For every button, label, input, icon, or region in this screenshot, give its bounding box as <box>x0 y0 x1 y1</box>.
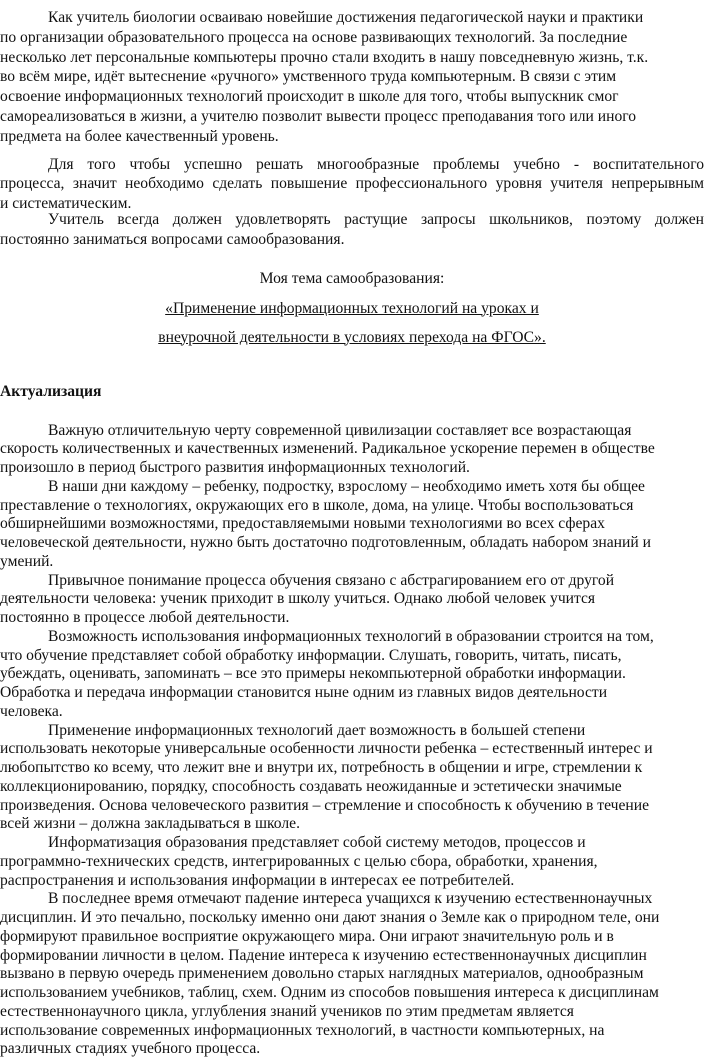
text-line: формировании личности в целом. Падение интереса к изучению естественнонаучных дисциплин <box>0 946 647 964</box>
intro-paragraph <box>0 210 704 250</box>
text-line: дисциплин. И это печально, поскольку именно они дают знания о Земле как о природном теле, они <box>0 909 660 927</box>
text-line: В последнее время отмечают падение интереса учащихся к изучению естественнонаучных <box>48 890 653 908</box>
text-line: естественнонаучного цикла, углубления знаний учеников по этим предметам является <box>0 1002 574 1020</box>
text-line: любопытство ко всему, что лежит вне и внутри их, потребность в общении и игре, стремлении к <box>0 759 643 777</box>
text-line: человека. <box>0 702 63 720</box>
text-line: В наши дни каждому – ребенку, подростку, взрослому – необходимо иметь хотя бы общее <box>48 477 645 495</box>
text-line: распространения и использования информации в интересах ее потребителей. <box>0 871 515 889</box>
text-line: преставление о технологиях, окружающих его в школе, дома, на улице. Чтобы воспользоваться <box>0 496 634 514</box>
intro-paragraph <box>0 8 704 147</box>
text-line: различных стадиях учебного процесса. <box>0 1040 261 1058</box>
text-line: Информатизация образования представляет собой систему методов, процессов и <box>48 834 586 852</box>
text-line: Обработка и передача информации становится ныне одним из главных видов деятельности <box>0 684 608 702</box>
theme-block <box>0 264 704 352</box>
text-line: обширнейшими возможностями, предоставляемыми новыми технологиями во всех сферах <box>0 515 605 533</box>
text-line: и систематическим. <box>0 195 132 213</box>
section-heading: Актуализация <box>0 382 102 400</box>
text-line: Учитель всегда должен удовлетворять растущие запросы школьников, поэтому должен <box>48 210 704 228</box>
text-line: убеждать, оценивать, запоминать – все это примеры некомпьютерной обработки информации. <box>0 665 626 683</box>
text-line: постоянно в процессе любой деятельности. <box>0 609 290 627</box>
theme-title-line-2: внеурочной деятельности в условиях перехода на ФГОС». <box>158 328 546 346</box>
text-line: программно-технических средств, интегрированных с целью сбора, обработки, хранения, <box>0 852 598 870</box>
intro-paragraph <box>0 155 704 214</box>
text-line: Как учитель биологии осваиваю новейшие достижения педагогической науки и практики <box>48 9 644 26</box>
theme-title-line-1: «Применение информационных технологий на уроках и <box>165 299 539 317</box>
text-line: всей жизни – должна закладываться в школе. <box>0 815 300 833</box>
text-line: использовать некоторые универсальные особенности личности ребенка – естественный интерес и <box>0 740 653 758</box>
text-line: по организации образовательного процесса на основе развивающих технологий. За последние <box>0 28 628 46</box>
text-line: использование современных информационных технологий, в частности компьютерных, на <box>0 1021 605 1039</box>
text-line: самореализоваться в жизни, а учителю позволит вывести процесс преподавания того или иного <box>0 107 637 125</box>
theme-label: Моя тема самообразования: <box>259 269 445 287</box>
body-section <box>0 422 704 1059</box>
text-line: что обучение представляет собой обработку информации. Слушать, говорить, читать, писать, <box>0 646 622 664</box>
text-line: вызвано в первую очередь применением довольно старых наглядных материалов, однообразным <box>0 965 644 983</box>
text-line: Применение информационных технологий дает возможность в большей степени <box>48 721 586 739</box>
text-line: предмета на более качественный уровень. <box>0 127 279 145</box>
text-line: Важную отличительную черту современной цивилизации составляет все возрастающая <box>48 421 632 439</box>
body-paragraph <box>0 478 704 572</box>
text-line: Возможность использования информационных технологий в образовании строится на том, <box>48 627 654 645</box>
text-line: коллекционированию, порядку, способность создавать неожиданные и эстетически значимые <box>0 777 622 795</box>
text-line: несколько лет персональные компьютеры прочно стали входить в нашу повседневную жизнь, т.к. <box>0 48 649 66</box>
text-line: процесса, значит необходимо сделать повышение профессионального уровня учителя непрерывным <box>0 175 704 193</box>
text-line: во всём мире, идёт вытеснение «ручного» умственного труда компьютерным. В связи с этим <box>0 68 617 86</box>
text-line: скорость количественных и качественных изменений. Радикальное ускорение перемен в обществе <box>0 440 655 458</box>
body-paragraph <box>0 834 704 890</box>
text-line: использованием учебников, таблиц, схем. Одним из способов повышения интереса к дисциплинам <box>0 984 659 1002</box>
body-paragraph <box>0 422 704 478</box>
body-paragraph <box>0 722 704 835</box>
body-paragraph <box>0 572 704 628</box>
text-line: деятельности человека: ученик приходит в школу учиться. Однако любой человек учится <box>0 590 596 608</box>
text-line: произошло в период быстрого развития информационных технологий. <box>0 459 470 477</box>
body-paragraph <box>0 890 704 1059</box>
text-line: освоение информационных технологий происходит в школе для того, чтобы выпускник смог <box>0 88 619 106</box>
text-line: Привычное понимание процесса обучения связано с абстрагированием его от другой <box>48 571 615 589</box>
text-line: умений. <box>0 552 54 570</box>
text-line: формируют правильное восприятие окружающего мира. Они играют значительную роль и в <box>0 927 614 945</box>
text-line: постоянно заниматься вопросами самообразования. <box>0 230 345 248</box>
body-paragraph <box>0 628 704 722</box>
intro-section <box>0 8 704 250</box>
text-line: произведения. Основа человеческого развития – стремление и способность к обучению в течение <box>0 796 650 814</box>
text-line: человеческой деятельности, нужно быть достаточно подготовленным, обладать набором знаний и <box>0 534 651 552</box>
text-line: Для того чтобы успешно решать многообразные проблемы учебно - воспитательного <box>48 155 704 173</box>
